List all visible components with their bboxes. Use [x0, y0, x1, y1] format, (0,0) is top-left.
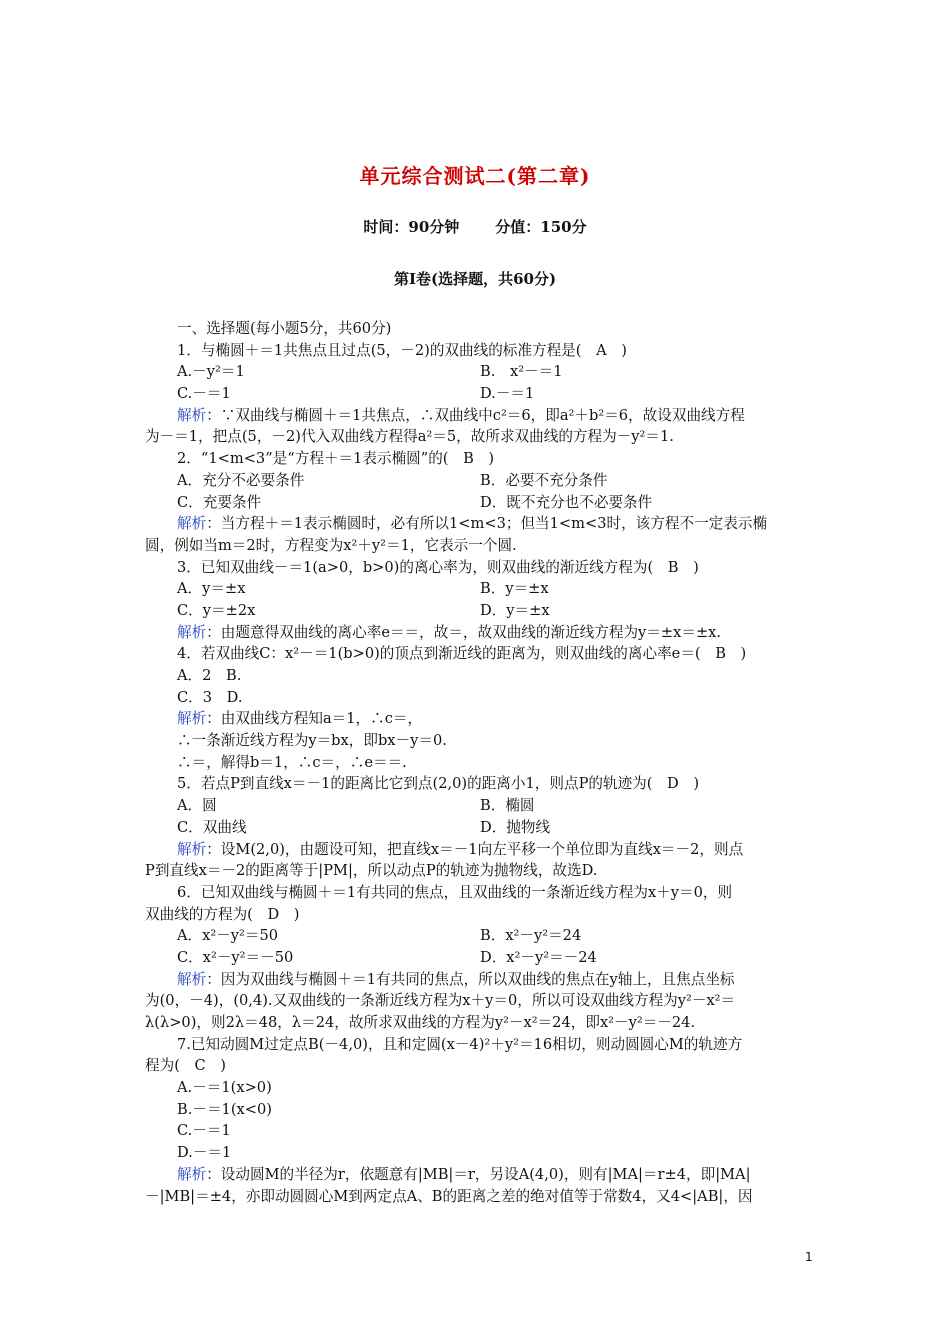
- line-text: 双曲线的方程为( D ): [145, 905, 300, 923]
- line-text: A．2 B.: [177, 667, 242, 684]
- solution-line: [145, 1164, 810, 1186]
- option-right: D．x²－y²＝－24: [480, 948, 597, 966]
- solution-label: 解析: [177, 970, 207, 988]
- solution-label: 解析: [177, 623, 207, 641]
- line-text: 2．“1<m<3”是“方程＋＝1表示椭圆”的( B ): [177, 450, 495, 468]
- line-text: 为(0，－4)，(0,4).又双曲线的一条渐近线方程为x＋y＝0，所以可设双曲线方程为y²－x²＝: [145, 992, 736, 1010]
- line-text: ：∵双曲线与椭圆＋＝1共焦点，∴双曲线中c²＝6，即a²＋b²＝6，故设双曲线方程: [206, 406, 745, 424]
- line-text: 1．与椭圆＋＝1共焦点且过点(5，－2)的双曲线的标准方程是( A ): [177, 341, 627, 359]
- options-row: [145, 795, 810, 817]
- line-text: λ(λ>0)，则2λ＝48，λ＝24，故所求双曲线的方程为y²－x²＝24，即x²－y²＝－24.: [145, 1014, 696, 1031]
- exam-meta: [0, 216, 950, 237]
- solution-line: [145, 513, 810, 535]
- line-text: ∴＝，解得b＝1，∴c＝，∴e＝＝.: [177, 753, 407, 771]
- option-right: D．既不充分也不必要条件: [480, 493, 653, 511]
- text-line: [145, 773, 810, 795]
- line-text: 5．若点P到直线x＝－1的距离比它到点(2,0)的距离小1，则点P的轨迹为( D ): [177, 775, 700, 793]
- option-right: B．x²－y²＝24: [480, 927, 582, 945]
- solution-line: [145, 969, 810, 991]
- option-right: B．y＝±x: [480, 580, 549, 598]
- options-row: [145, 470, 810, 492]
- line-text: 4．若双曲线C：x²－＝1(b>0)的顶点到渐近线的距离为，则双曲线的离心率e＝( B ): [177, 645, 747, 663]
- document-body: [145, 318, 810, 1207]
- line-text: A.－＝1(x>0): [177, 1079, 272, 1097]
- text-line: [145, 1012, 810, 1034]
- option-right: B．必要不充分条件: [480, 471, 608, 489]
- options-row: [145, 578, 810, 600]
- option-left: A．圆: [177, 797, 217, 815]
- text-line: [145, 1120, 810, 1142]
- line-text: －|MB|＝±4，亦即动圆圆心M到两定点A、B的距离之差的绝对值等于常数4，又4<|AB|，因: [145, 1187, 753, 1205]
- line-text: C．3 D.: [177, 688, 243, 706]
- text-line: [145, 752, 810, 774]
- options-row: [145, 600, 810, 622]
- text-line: [145, 1077, 810, 1099]
- line-text: ：因为双曲线与椭圆＋＝1有共同的焦点，所以双曲线的焦点在y轴上，且焦点坐标: [206, 970, 735, 988]
- solution-line: [145, 622, 810, 644]
- text-line: [145, 1099, 810, 1121]
- line-text: C.－＝1: [177, 1122, 231, 1140]
- solution-line: [145, 708, 810, 730]
- line-text: ：由题意得双曲线的离心率e＝＝，故＝，故双曲线的渐近线方程为y＝±x＝±x.: [206, 623, 722, 641]
- option-left: C.－＝1: [177, 385, 231, 403]
- text-line: [145, 904, 810, 926]
- text-line: [145, 665, 810, 687]
- line-text: 为－＝1，把点(5，－2)代入双曲线方程得a²＝5，故所求双曲线的方程为－y²＝1.: [145, 428, 674, 446]
- solution-label: 解析: [177, 1165, 207, 1183]
- option-left: A．y＝±x: [177, 580, 246, 598]
- solution-label: 解析: [177, 710, 207, 728]
- option-left: C．x²－y²＝－50: [177, 948, 294, 966]
- exam-score: 分值：150分: [495, 218, 587, 236]
- text-line: [145, 448, 810, 470]
- line-text: D.－＝1: [177, 1144, 232, 1162]
- options-row: [145, 817, 810, 839]
- option-left: C．充要条件: [177, 493, 262, 511]
- options-row: [145, 925, 810, 947]
- section-heading: 第Ⅰ卷(选择题，共60分): [393, 270, 557, 288]
- option-right: D．抛物线: [480, 818, 551, 836]
- line-text: 圆，例如当m＝2时，方程变为x²＋y²＝1，它表示一个圆.: [145, 536, 517, 554]
- solution-line: [145, 405, 810, 427]
- option-right: B. x²－＝1: [480, 363, 563, 381]
- option-right: B．椭圆: [480, 797, 535, 815]
- solution-line: [145, 839, 810, 861]
- text-line: [145, 535, 810, 557]
- line-text: 6．已知双曲线与椭圆＋＝1有共同的焦点，且双曲线的一条渐近线方程为x＋y＝0，则: [177, 883, 733, 901]
- option-left: A.－y²＝1: [177, 363, 245, 381]
- text-line: [145, 730, 810, 752]
- text-line: [145, 643, 810, 665]
- line-text: P到直线x＝－2的距离等于|PM|，所以动点P的轨迹为抛物线，故选D.: [145, 862, 598, 880]
- line-text: 7.已知动圆M过定点B(－4,0)，且和定圆(x－4)²＋y²＝16相切，则动圆圆心M的轨迹方: [177, 1035, 743, 1053]
- solution-label: 解析: [177, 406, 207, 424]
- options-row: [145, 492, 810, 514]
- page-number: 1: [805, 1250, 813, 1264]
- page-title: 单元综合测试二(第二章): [359, 164, 591, 188]
- line-text: B.－＝1(x<0): [177, 1100, 272, 1118]
- line-text: 一、选择题(每小题5分，共60分): [177, 320, 392, 337]
- text-line: [145, 1034, 810, 1056]
- text-line: [145, 426, 810, 448]
- line-text: 3．已知双曲线－＝1(a>0，b>0)的离心率为，则双曲线的渐近线方程为( B ): [177, 558, 699, 576]
- text-line: [145, 687, 810, 709]
- text-line: [145, 1142, 810, 1164]
- text-line: [145, 1186, 810, 1208]
- option-right: D．y＝±x: [480, 601, 550, 619]
- option-left: A．x²－y²＝50: [177, 927, 279, 945]
- options-row: [145, 383, 810, 405]
- text-line: [145, 990, 810, 1012]
- exam-time: 时间：90分钟: [363, 218, 460, 236]
- solution-label: 解析: [177, 840, 207, 858]
- option-left: C．y＝±2x: [177, 601, 256, 619]
- line-text: ：设动圆M的半径为r，依题意有|MB|＝r，另设A(4,0)，则有|MA|＝r±4，即|MA|: [206, 1165, 751, 1183]
- line-text: ：设M(2,0)，由题设可知，把直线x＝－1向左平移一个单位即为直线x＝－2，则点: [206, 840, 744, 858]
- line-text: ：当方程＋＝1表示椭圆时，必有所以1<m<3；但当1<m<3时，该方程不一定表示椭: [206, 515, 768, 533]
- text-line: [145, 318, 810, 340]
- solution-label: 解析: [177, 515, 207, 533]
- line-text: 程为( C ): [145, 1057, 226, 1075]
- text-line: [145, 1055, 810, 1077]
- option-left: C．双曲线: [177, 818, 247, 836]
- option-left: A．充分不必要条件: [177, 471, 305, 489]
- text-line: [145, 557, 810, 579]
- option-right: D.－＝1: [480, 385, 535, 403]
- text-line: [145, 860, 810, 882]
- options-row: [145, 947, 810, 969]
- line-text: ：由双曲线方程知a＝1，∴c＝，: [206, 710, 423, 728]
- options-row: [145, 361, 810, 383]
- line-text: ∴一条渐近线方程为y＝bx，即bx－y＝0.: [177, 732, 447, 750]
- text-line: [145, 882, 810, 904]
- text-line: [145, 340, 810, 362]
